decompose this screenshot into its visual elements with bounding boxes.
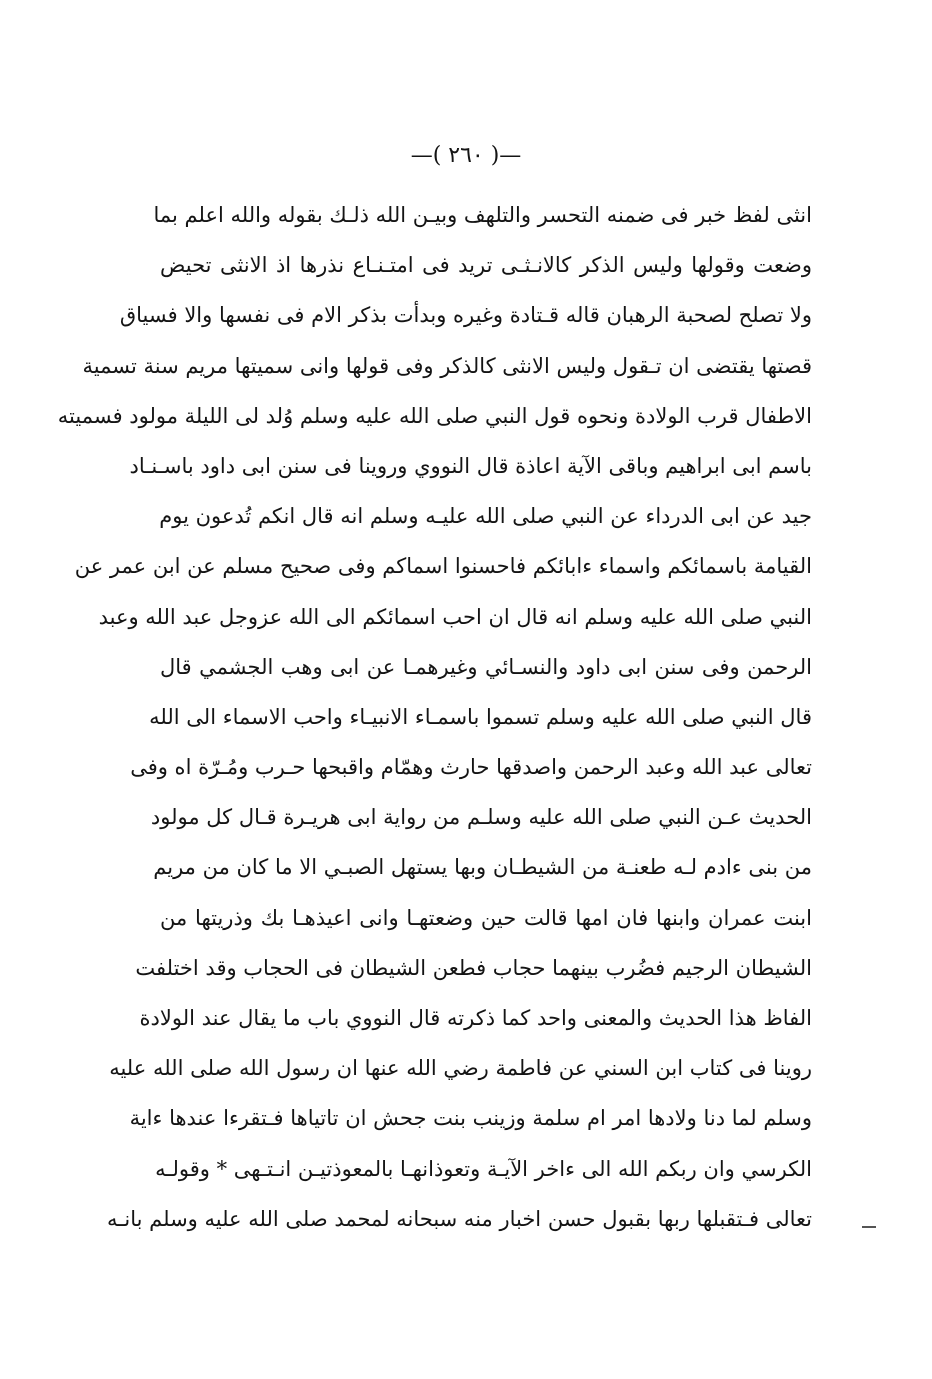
- text-line-2: وضعت وقولها وليس الذكر كالانـثـى تريد فى امتـنـاع نذرها اذ الانثى تحيض: [160, 253, 813, 278]
- text-line-5: الاطفال قرب الولادة ونحوه قول النبي صلى الله عليه وسلم وُلد لى الليلة مولود فسميته: [57, 403, 812, 428]
- text-line-18: روينا فى كتاب ابن السني عن فاطمة رضي الله عنها ان رسول الله صلى الله عليه: [109, 1056, 812, 1081]
- text-line-20: الكرسي وان ربكم الله الى ءاخر الآيـة وتعوذانهـا بالمعوذتيـن انـتـهى * وقولـه: [155, 1156, 812, 1181]
- text-line-4: قصتها يقتضى ان تـقول وليس الانثى كالذكر وفى قولها وانى سميتها مريم سنة تسمية: [82, 353, 812, 378]
- text-line-19: وسلم لما دنا ولادها امر ام سلمة وزينب بنت جحش ان تاتياها فـتقرءا عندها ءاية: [129, 1106, 812, 1131]
- margin-dash-mark: [862, 1226, 876, 1228]
- text-line-14: من بنى ءادم لـه طعنـة من الشيطـان وبها يستهل الصبـي الا ما كان من مريم: [153, 855, 812, 880]
- text-line-6: باسم ابى ابراهيم وباقى الآية اعاذة قال النووي وروينا فى سنن ابى داود باسـنـاد: [129, 453, 812, 478]
- text-line-17: الفاظ هذا الحديث والمعنى واحد كما ذكرته قال النووي باب ما يقال عند الولادة: [139, 1006, 812, 1030]
- text-line-1: انثى لفظ خبر فى ضمنه التحسر والتلهف وبيـن الله ذلـك بقوله والله اعلم بما: [153, 203, 812, 227]
- text-line-10: الرحمن وفى سنن ابى داود والنسـائي وغيرهمـا عن ابى وهب الجشمي قال: [160, 654, 812, 679]
- text-line-9: النبي صلى الله عليه وسلم انه قال ان احب اسمائكم الى الله عزوجل عبد الله وعبد: [98, 604, 812, 629]
- main-text-block: [57, 190, 813, 1244]
- page-number: —( ٢٦٠ )—: [410, 143, 522, 168]
- text-line-12: تعالى عبد الله وعبد الرحمن واصدقها حارث وهمّام واقبحها حـرب ومُـرّة اه وفى: [130, 755, 812, 780]
- text-line-16: الشيطان الرجيم فضُرب بينهما حجاب فطعن الشيطان فى الحجاب وقد اختلفت: [135, 955, 812, 980]
- text-line-3: ولا تصلح لصحبة الرهبان قاله قـتادة وغيره وبدأت بذكر الام فى نفسها والا فسياق: [119, 303, 812, 328]
- text-line-15: ابنت عمران وابنها فان امها قالت حين وضعتهـا وانى اعيذهـا بك وذريتها من: [160, 905, 812, 930]
- text-line-11: قال النبي صلى الله عليه وسلم تسموا باسمـاء الانبيـاء واحب الاسماء الى الله: [149, 704, 812, 729]
- text-line-7: جيد عن ابى الدرداء عن النبي صلى الله عليـه وسلم انه قال انكم تُدعون يوم: [159, 504, 812, 529]
- text-line-21: تعالى فـتقبلها ربها بقبول حسن اخبار منه سبحانه لمحمد صلى الله عليه وسلم بانـه: [106, 1206, 812, 1231]
- text-line-13: الحديث عـن النبي صلى الله عليه وسلـم من رواية ابى هريـرة قـال كل مولود: [150, 805, 812, 830]
- text-line-8: القيامة باسمائكم واسماء ءابائكم فاحسنوا اسماكم وفى صحيح مسلم عن ابن عمر عن: [74, 554, 812, 579]
